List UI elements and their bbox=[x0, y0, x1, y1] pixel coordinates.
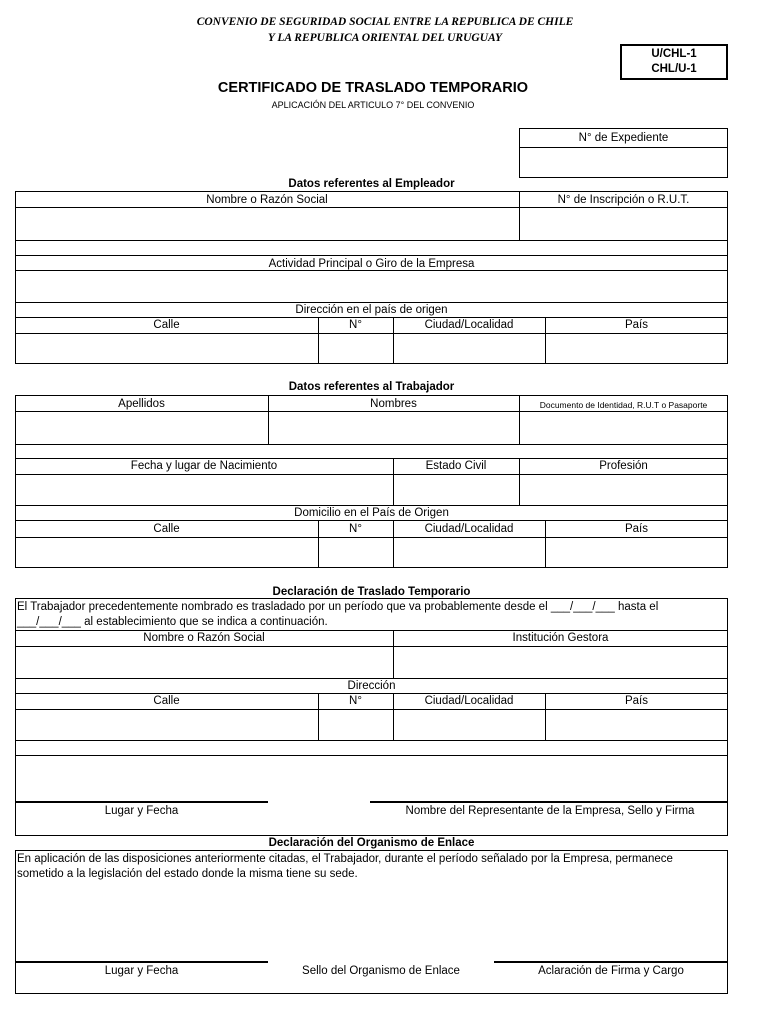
worker-profession-label: Profesión bbox=[599, 460, 648, 472]
transfer-country-label: País bbox=[624, 695, 648, 707]
worker-names-field[interactable] bbox=[269, 412, 518, 443]
transfer-representative-label: Nombre del Representante de la Empresa, Sello y Firma bbox=[405, 805, 695, 817]
transfer-number-label: N° bbox=[349, 695, 362, 707]
employer-number-label: N° bbox=[349, 319, 362, 331]
transfer-signature-area[interactable] bbox=[16, 756, 727, 800]
convention-title-line2: Y LA REPUBLICA ORIENTAL DEL URUGUAY bbox=[267, 32, 503, 44]
employer-name-label: Nombre o Razón Social bbox=[206, 194, 328, 206]
employer-rut-field[interactable] bbox=[520, 208, 727, 239]
transfer-name-field[interactable] bbox=[16, 647, 392, 677]
liaison-text-line2: sometido a la legislación del estado donde la misma tiene su sede. bbox=[17, 868, 358, 880]
worker-document-field[interactable] bbox=[520, 412, 727, 443]
liaison-signature-line bbox=[494, 961, 728, 963]
employer-city-label: Ciudad/Localidad bbox=[424, 319, 514, 331]
liaison-section-title: Declaración del Organismo de Enlace bbox=[268, 837, 475, 849]
transfer-place-date-line bbox=[15, 801, 268, 803]
liaison-text-line1: En aplicación de las disposiciones anteriormente citadas, el Trabajador, durante el período señalado por la Empresa, permanece bbox=[17, 853, 673, 865]
employer-street-label: Calle bbox=[153, 319, 180, 331]
employer-street-field[interactable] bbox=[16, 334, 317, 363]
worker-civil-status-field[interactable] bbox=[394, 475, 518, 504]
worker-country-label: País bbox=[624, 523, 648, 535]
employer-country-field[interactable] bbox=[546, 334, 727, 363]
transfer-country-field[interactable] bbox=[546, 710, 727, 739]
employer-activity-label: Actividad Principal o Giro de la Empresa bbox=[268, 258, 475, 270]
worker-civil-status-label: Estado Civil bbox=[425, 460, 487, 472]
expediente-field[interactable] bbox=[520, 148, 727, 177]
form-code-1: U/CHL-1 bbox=[651, 48, 697, 60]
form-code-2: CHL/U-1 bbox=[651, 63, 697, 75]
transfer-representative-line bbox=[370, 801, 728, 803]
worker-street-field[interactable] bbox=[16, 538, 317, 567]
worker-country-field[interactable] bbox=[546, 538, 727, 567]
liaison-place-date-label: Lugar y Fecha bbox=[104, 965, 179, 977]
worker-city-label: Ciudad/Localidad bbox=[424, 523, 514, 535]
expediente-label: N° de Expediente bbox=[578, 132, 669, 144]
worker-section-title: Datos referentes al Trabajador bbox=[288, 381, 455, 393]
employer-section-title: Datos referentes al Empleador bbox=[288, 178, 455, 190]
worker-domicile-label: Domicilio en el País de Origen bbox=[294, 507, 449, 519]
transfer-street-label: Calle bbox=[153, 695, 180, 707]
worker-surname-label: Apellidos bbox=[118, 398, 165, 410]
worker-birth-field[interactable] bbox=[16, 475, 392, 504]
transfer-name-label: Nombre o Razón Social bbox=[143, 632, 265, 644]
worker-street-label: Calle bbox=[153, 523, 180, 535]
worker-number-label: N° bbox=[349, 523, 362, 535]
worker-document-label: Documento de Identidad, R.U.T o Pasaporte bbox=[539, 400, 708, 410]
transfer-section-title: Declaración de Traslado Temporario bbox=[272, 586, 471, 598]
transfer-city-field[interactable] bbox=[394, 710, 544, 739]
employer-country-label: País bbox=[624, 319, 648, 331]
employer-number-field[interactable] bbox=[319, 334, 392, 363]
liaison-signature-area[interactable] bbox=[16, 884, 727, 960]
employer-city-field[interactable] bbox=[394, 334, 544, 363]
employer-name-field[interactable] bbox=[16, 208, 518, 239]
worker-number-field[interactable] bbox=[319, 538, 392, 567]
transfer-place-date-label: Lugar y Fecha bbox=[104, 805, 179, 817]
transfer-institution-label: Institución Gestora bbox=[512, 632, 609, 644]
employer-address-label: Dirección en el país de origen bbox=[295, 304, 448, 316]
worker-city-field[interactable] bbox=[394, 538, 544, 567]
worker-birth-label: Fecha y lugar de Nacimiento bbox=[130, 460, 278, 472]
worker-names-label: Nombres bbox=[370, 398, 417, 410]
transfer-number-field[interactable] bbox=[319, 710, 392, 739]
convention-title-line1: CONVENIO DE SEGURIDAD SOCIAL ENTRE LA REPUBLICA DE CHILE bbox=[196, 16, 574, 28]
transfer-address-label: Dirección bbox=[347, 680, 396, 692]
employer-rut-label: N° de Inscripción o R.U.T. bbox=[557, 194, 690, 206]
transfer-institution-field[interactable] bbox=[394, 647, 727, 677]
transfer-text-line2: ___/___/___ al establecimiento que se indica a continuación. bbox=[17, 616, 328, 628]
liaison-place-date-line bbox=[15, 961, 268, 963]
transfer-text-line1: El Trabajador precedentemente nombrado es trasladado por un período que va probablemente desde el ___/___/___ hasta el bbox=[17, 601, 659, 613]
worker-surname-field[interactable] bbox=[16, 412, 267, 443]
transfer-street-field[interactable] bbox=[16, 710, 317, 739]
page-subtitle: APLICACIÓN DEL ARTICULO 7° DEL CONVENIO bbox=[271, 100, 475, 110]
liaison-clarification-label: Aclaración de Firma y Cargo bbox=[538, 965, 684, 977]
transfer-city-label: Ciudad/Localidad bbox=[424, 695, 514, 707]
liaison-seal-label: Sello del Organismo de Enlace bbox=[302, 965, 460, 977]
page-title: CERTIFICADO DE TRASLADO TEMPORARIO bbox=[217, 80, 529, 96]
employer-activity-field[interactable] bbox=[16, 271, 727, 301]
worker-profession-field[interactable] bbox=[520, 475, 727, 504]
